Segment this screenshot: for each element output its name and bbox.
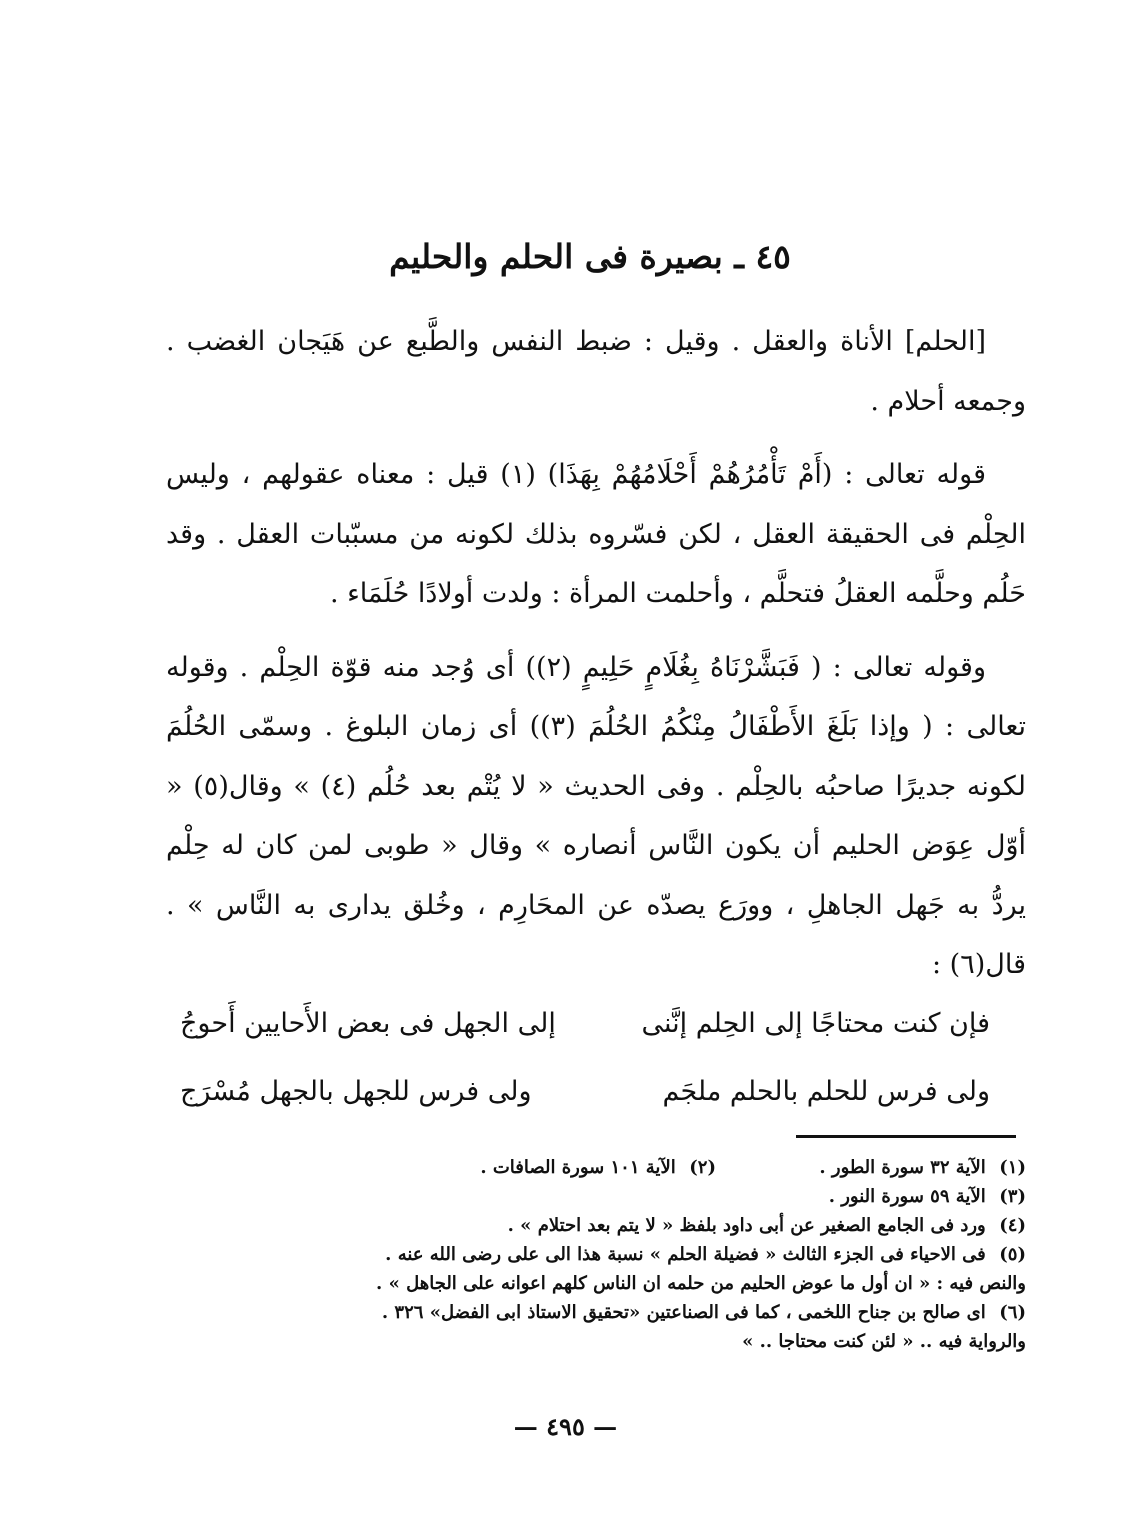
footnote-number: (٥) <box>999 1244 1026 1265</box>
verse-line <box>180 1058 990 1126</box>
footnote-number: (١) <box>999 1157 1026 1178</box>
footnote-number: (٣) <box>999 1186 1026 1207</box>
verse-second-hemistich: ولى فرس للجهل بالجهل مُسْرَج <box>180 1076 532 1107</box>
footnote-text: ورد فى الجامع الصغير عن أبى داود بلفظ « لا يتم بعد احتلام » . <box>507 1215 986 1236</box>
verse-first-hemistich: ولى فرس للحلم بالحلم ملجَم <box>662 1076 990 1107</box>
footnote-5-continuation: والنص فيه : « ان أول ما عوض الحليم من حلمه ان الناس كلهم اعوانه على الجاهل » . <box>376 1273 1026 1294</box>
verse-first-hemistich: فإن كنت محتاجًا إلى الحِلم إنَّنى <box>641 1008 990 1039</box>
footnote-number: (٢) <box>689 1157 716 1178</box>
verse-second-hemistich: إلى الجهل فى بعض الأَحايين أَحوجُ <box>180 1008 556 1039</box>
footnote-separator <box>796 1135 1016 1138</box>
paragraph-quran-verse-1: قوله تعالى : (أَمْ تَأْمُرُهُمْ أَحْلَامُهُمْ بِهَذَا) (١) قيل : معناه عقولهم ، وليس الحِلْم فى الحقيقة العقل ، لكن فسّروه بذلك لكونه من مسبّبات العقل . وقد حَلُم وحلَّمه العقلُ فتحلَّم ، وأحلمت المرأة : ولدت أولادًا حُلَمَاء . <box>166 459 1026 609</box>
footnote-2 <box>406 1153 716 1182</box>
footnote-3 <box>166 1182 1026 1211</box>
poem-verses <box>180 990 990 1126</box>
footnote-number: (٤) <box>999 1215 1026 1236</box>
footnote-text: الآية ٣٢ سورة الطور . <box>819 1157 986 1178</box>
footnote-text: الآية ١٠١ سورة الصافات . <box>480 1157 676 1178</box>
footnote-text: فى الاحياء فى الجزء الثالث « فضيلة الحلم » نسبة هذا الى على رضى الله عنه . <box>385 1244 986 1265</box>
paragraph-definition: [الحلم] الأناة والعقل . وقيل : ضبط النفس والطَّبع عن هَيَجان الغضب . وجمعه أحلام . <box>166 326 1026 417</box>
page-number: — ٤٩٥ — <box>513 1412 618 1441</box>
footnote-number: (٦) <box>999 1302 1026 1323</box>
main-text <box>166 312 1026 995</box>
footnote-4 <box>166 1211 1026 1240</box>
footnote-1 <box>716 1153 1026 1182</box>
footnote-text: اى صالح بن جناح اللخمى ، كما فى الصناعتين «تحقيق الاستاذ ابى الفضل» ٣٢٦ . <box>381 1302 986 1323</box>
footnote-6-continuation: والرواية فيه .. « لئن كنت محتاجا .. » <box>742 1331 1026 1352</box>
footnote-row <box>166 1153 1026 1182</box>
footnote-6 <box>166 1298 1026 1327</box>
verse-line <box>180 990 990 1058</box>
footnote-5 <box>166 1240 1026 1269</box>
footnotes <box>166 1153 1026 1356</box>
chapter-title: ٤٥ ـ بصيرة فى الحلم والحليم <box>389 237 791 276</box>
paragraph-quran-verse-2: وقوله تعالى : ( فَبَشَّرْنَاهُ بِغُلَامٍ حَلِيمٍ (٢)) أى وُجد منه قوّة الحِلْم . وقوله تعالى : ( وإذا بَلَغَ الأَطْفَالُ مِنْكُمُ الحُلُمَ (٣)) أى زمان البلوغ . وسمّى الحُلُمَ لكونه جديرًا صاحبُه بالحِلْم . وفى الحديث « لا يُتْم بعد حُلُم (٤) » وقال(٥) « أوّل عِوَض الحليم أن يكون النَّاس أنصاره » وقال « طوبى لمن كان له حِلْم يردُّ به جَهل الجاهلِ ، وورَع يصدّه عن المحَارِم ، وخُلق يدارى به النَّاس » . قال(٦) : <box>166 651 1027 980</box>
footnote-text: الآية ٥٩ سورة النور . <box>828 1186 986 1207</box>
